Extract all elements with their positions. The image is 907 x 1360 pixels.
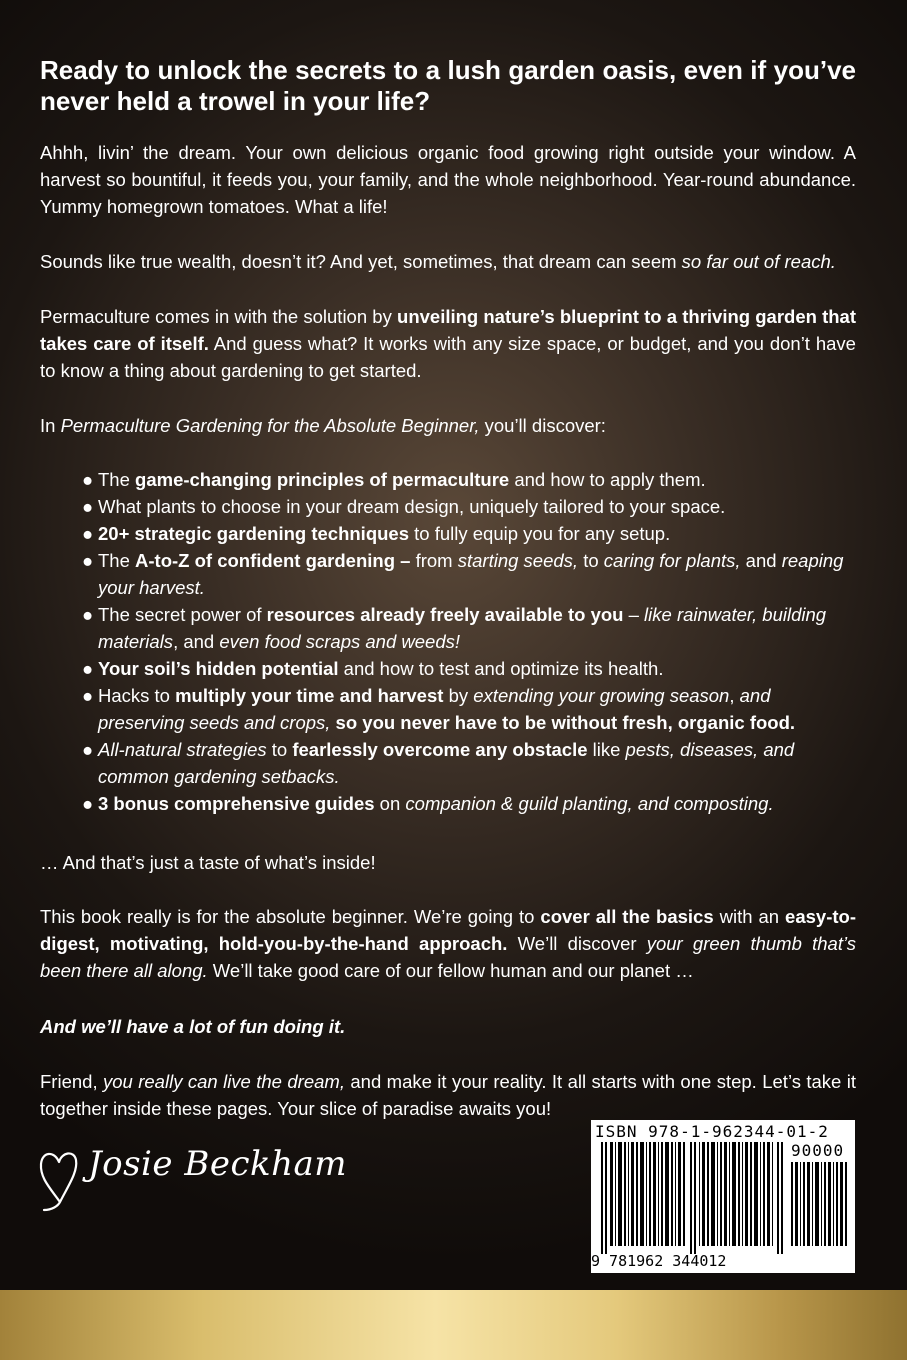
- bullet-icon: ●: [82, 469, 94, 490]
- fun-paragraph: And we’ll have a lot of fun doing it.: [40, 1016, 346, 1037]
- bullet-icon: ●: [82, 739, 94, 760]
- taste-paragraph: … And that’s just a taste of what’s inside!: [40, 852, 376, 873]
- intro-paragraph: Ahhh, livin’ the dream. Your own delicious organic food growing right outside your window. A harvest so bountiful, it feeds you, your family, and the whole neighborhood. Year-round abundance. Yummy homegrown tomatoes. What a life!: [40, 142, 856, 217]
- list-item: ● All-natural strategies to fearlessly overcome any obstacle like pests, diseases, and common gardening setbacks.: [82, 736, 862, 790]
- solution-paragraph: Permaculture comes in with the solution by unveiling nature’s blueprint to a thriving garden that takes care of itself. And guess what? It works with any size space, or budget, and you don’t have to know a thing about gardening to get started.: [40, 306, 856, 381]
- list-item: ● 20+ strategic gardening techniques to fully equip you for any setup.: [82, 520, 862, 547]
- list-item: ● The secret power of resources already freely available to you – like rainwater, building materials, and even food scraps and weeds!: [82, 601, 862, 655]
- bullet-icon: ●: [82, 604, 94, 625]
- isbn-barcode: [591, 1120, 855, 1273]
- list-item: ● The A-to-Z of confident gardening – from starting seeds, to caring for plants, and reaping your harvest.: [82, 547, 862, 601]
- bullet-icon: ●: [82, 550, 94, 571]
- list-item: ● Hacks to multiply your time and harvest by extending your growing season, and preserving seeds and crops, so you never have to be without fresh, organic food.: [82, 682, 862, 736]
- author-signature: [38, 1140, 348, 1215]
- wealth-paragraph: Sounds like true wealth, doesn’t it? And yet, sometimes, that dream can seem so far out of reach.: [40, 251, 836, 272]
- discover-intro: In Permaculture Gardening for the Absolute Beginner, you’ll discover:: [40, 415, 606, 436]
- list-item: ● The game-changing principles of permaculture and how to apply them.: [82, 466, 862, 493]
- addon-barcode-bars: [791, 1162, 847, 1246]
- list-item: ● 3 bonus comprehensive guides on companion & guild planting, and composting.: [82, 790, 862, 817]
- headline: Ready to unlock the secrets to a lush garden oasis, even if you’ve never held a trowel in your life?: [40, 55, 856, 116]
- bullet-icon: ●: [82, 685, 94, 706]
- feature-list: [82, 466, 862, 817]
- price-code: 90000: [791, 1141, 845, 1160]
- bullet-icon: ●: [82, 793, 94, 814]
- bullet-icon: ●: [82, 658, 94, 679]
- isbn-label: ISBN 978-1-962344-01-2: [595, 1122, 829, 1141]
- bullet-icon: ●: [82, 523, 94, 544]
- list-item: ● What plants to choose in your dream design, uniquely tailored to your space.: [82, 493, 862, 520]
- bullet-icon: ●: [82, 496, 94, 517]
- beginner-paragraph: This book really is for the absolute beginner. We’re going to cover all the basics with an easy-to-digest, motivating, hold-you-by-the-hand approach. We’ll discover your green thumb that’s been there all along. We’ll take good care of our fellow human and our planet …: [40, 906, 856, 981]
- friend-paragraph: Friend, you really can live the dream, and make it your reality. It all starts with one step. Let’s take it together inside these pages. Your slice of paradise awaits you!: [40, 1071, 856, 1119]
- ean-barcode-bars: [601, 1142, 787, 1254]
- ean-number: 9 781962 344012: [591, 1252, 727, 1270]
- heart-icon: [38, 1140, 88, 1215]
- gold-footer-band: [0, 1290, 907, 1360]
- signature-text: Josie Beckham: [88, 1144, 348, 1184]
- list-item: ● Your soil’s hidden potential and how to test and optimize its health.: [82, 655, 862, 682]
